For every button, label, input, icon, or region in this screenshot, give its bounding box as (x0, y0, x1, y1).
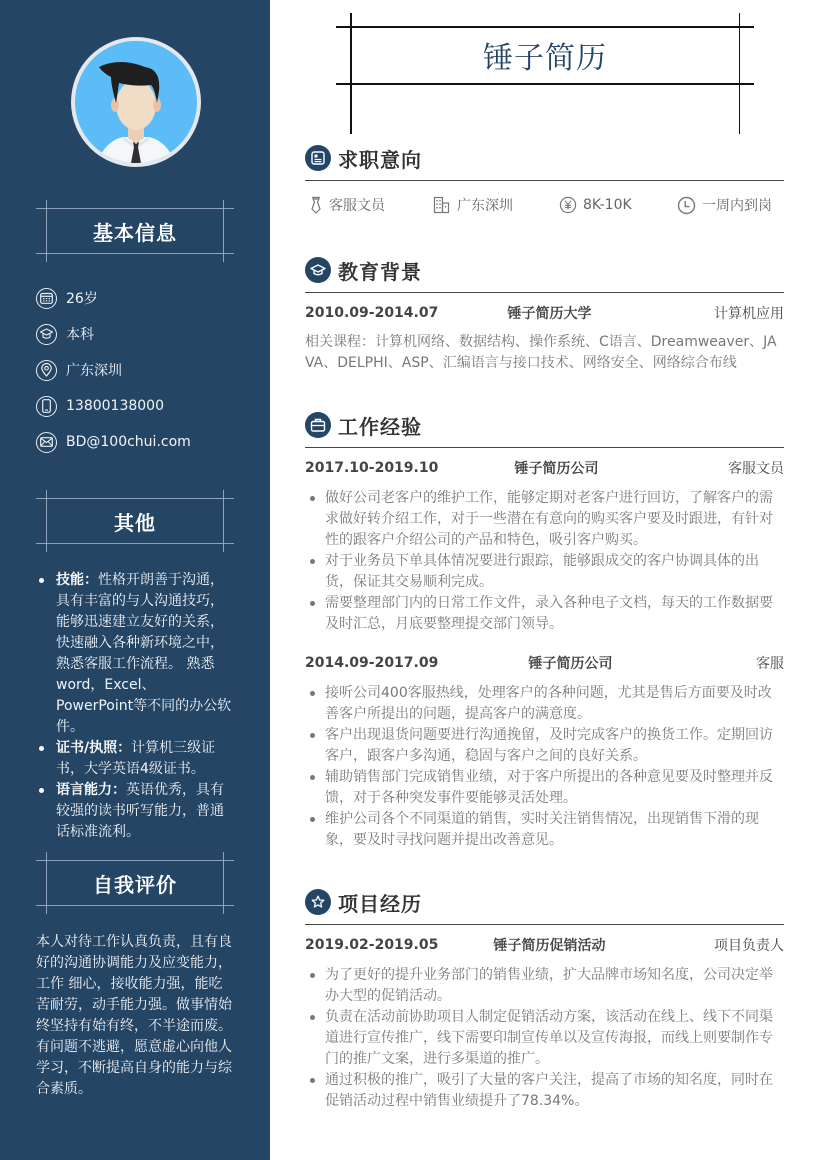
section-title: 项目经历 (338, 891, 422, 916)
entry-role: 客服文员 (728, 461, 784, 477)
other-item-label: 语言能力： (56, 782, 126, 798)
other-item-label: 技能： (56, 572, 98, 588)
info-email (36, 424, 256, 460)
entry-role: 客服 (756, 656, 784, 672)
intent-availability (677, 195, 772, 215)
tie-icon (309, 196, 323, 214)
phone-icon (36, 396, 57, 417)
basic-info-heading-frame (36, 205, 234, 257)
entry-project: 锤子简历促销活动 (493, 938, 606, 954)
job-intent-section (305, 142, 784, 225)
clock-icon (677, 196, 696, 215)
list-item: 负责在活动前协助项目人制定促销活动方案，该活动在线上、线下不同渠道进行宣传推广，线下需要印制宣传单以及宣传海报，而线上则要制作专门的推广文案，进行多渠道的推广。 (305, 1007, 784, 1070)
list-item: 对于业务员下单具体情况要进行跟踪，能够跟成交的客户协调具体的出货，保证其交易顺利完成。 (305, 551, 784, 593)
info-degree-value: 本科 (66, 327, 94, 343)
list-item: 做好公司老客户的维护工作，能够定期对老客户进行回访，了解客户的需求做好转介绍工作，对于一些潜在有意向的购买客户要及时跟进，有针对性的跟客户介绍公司的产品和特色，吸引客户购买。 (305, 488, 784, 551)
section-title: 工作经验 (338, 414, 422, 439)
projects-section (305, 886, 784, 1112)
intent-availability-value: 一周内到岗 (702, 198, 772, 214)
other-list (36, 570, 236, 843)
work-entry-header (305, 651, 784, 675)
entry-date: 2010.09-2014.07 (305, 305, 439, 321)
intent-salary (559, 196, 677, 214)
self-eval-heading-frame (36, 857, 234, 909)
yen-icon (559, 196, 577, 214)
section-header (305, 409, 784, 448)
info-age-value: 26岁 (66, 291, 98, 307)
section-title: 求职意向 (338, 147, 422, 172)
list-item: 辅助销售部门完成销售业绩，对于客户所提出的各种意见要及时整理并反馈，对于各种突发事件要能够灵活处理。 (305, 767, 784, 809)
entry-school: 锤子简历大学 (507, 306, 592, 322)
entry-date: 2014.09-2017.09 (305, 655, 439, 671)
entry-date: 2019.02-2019.05 (305, 937, 439, 953)
other-item-text: 英语优秀，具有较强的读书听写能力，普通话标准流利。 (56, 782, 224, 840)
entry-major: 计算机应用 (714, 306, 784, 322)
work-entry-header (305, 456, 784, 480)
other-heading-frame (36, 495, 234, 547)
work-bullets (305, 488, 784, 635)
calendar-icon (36, 288, 57, 309)
entry-role: 项目负责人 (714, 938, 784, 954)
list-item: 为了更好的提升业务部门的销售业绩，扩大品牌市场知名度，公司决定举办大型的促销活动。 (305, 965, 784, 1007)
info-location-value: 广东深圳 (66, 363, 122, 379)
graduation-cap-icon (305, 257, 331, 283)
section-title: 教育背景 (338, 259, 422, 284)
building-icon (433, 196, 451, 214)
education-entry-header (305, 301, 784, 325)
other-item-text: 计算机三级证书，大学英语4级证书。 (56, 740, 216, 777)
education-courses: 相关课程：计算机网络、数据结构、操作系统、C语言、Dreamweaver、JAVA、DELPHI、ASP、汇编语言与接口技术、网络安全、网络综合布线 (305, 334, 777, 371)
intent-position-value: 客服文员 (329, 198, 385, 214)
mail-icon (36, 432, 57, 453)
avatar (71, 37, 201, 167)
entry-date: 2017.10-2019.10 (305, 460, 439, 476)
basic-info-heading: 基本信息 (93, 220, 177, 245)
person-avatar-icon (75, 41, 197, 163)
list-item: 维护公司各个不同渠道的销售，实时关注销售情况，出现销售下滑的现象，要及时寻找问题并提出改善意见。 (305, 809, 784, 851)
self-eval-heading: 自我评价 (93, 872, 177, 897)
intent-city (433, 195, 559, 215)
info-degree (36, 316, 256, 352)
section-header (305, 142, 784, 181)
avatar-illustration (75, 41, 197, 163)
job-intent-row (305, 185, 784, 225)
other-item-skills (36, 570, 236, 738)
list-item: 客户出现退货问题要进行沟通挽留，及时完成客户的换货工作。定期回访客户，跟客户多沟通，稳固与客户之间的良好关系。 (305, 725, 784, 767)
education-section (305, 254, 784, 374)
star-icon (305, 889, 331, 915)
basic-info-list (36, 280, 256, 460)
section-header (305, 886, 784, 925)
other-item-language (36, 780, 236, 843)
title-frame (336, 13, 754, 134)
info-phone-value: 13800138000 (66, 398, 164, 414)
self-eval-text: 本人对待工作认真负责，且有良好的沟通协调能力及应变能力，工作 细心，接收能力强，能吃苦耐劳，动手能力强。做事情始终坚持有始有终，不半途而废。有问题不逃避，愿意虚心向他人学习，不断提高自身的能力与综合素质。 (36, 934, 232, 1097)
frame-line (336, 83, 754, 85)
sidebar (0, 0, 270, 1160)
list-item: 需要整理部门内的日常工作文件，录入各种电子文档，每天的工作数据要及时汇总，月底要整理提交部门领导。 (305, 593, 784, 635)
project-entry-header (305, 933, 784, 957)
entry-company: 锤子简历公司 (514, 461, 599, 477)
info-email-value: BD@100chui.com (66, 434, 191, 450)
project-bullets (305, 965, 784, 1112)
work-bullets (305, 683, 784, 851)
other-item-certificates (36, 738, 236, 780)
work-section (305, 409, 784, 851)
other-heading: 其他 (114, 510, 156, 535)
info-phone (36, 388, 256, 424)
list-item: 通过积极的推广，吸引了大量的客户关注，提高了市场的知名度，同时在促销活动过程中销售业绩提升了78.34%。 (305, 1070, 784, 1112)
briefcase-icon (305, 412, 331, 438)
intent-salary-value: 8K-10K (583, 197, 632, 213)
list-item: 接听公司400客服热线，处理客户的各种问题，尤其是售后方面要及时改善客户所提出的问题，提高客户的满意度。 (305, 683, 784, 725)
resume-title: 锤子简历 (483, 41, 607, 76)
entry-company: 锤子简历公司 (528, 656, 613, 672)
graduation-cap-icon (36, 324, 57, 345)
section-header (305, 254, 784, 293)
intent-position (305, 195, 433, 215)
location-pin-icon (36, 360, 57, 381)
other-item-label: 证书/执照： (56, 740, 132, 756)
resume-doc-icon (305, 145, 331, 171)
info-age (36, 280, 256, 316)
other-item-text: 性格开朗善于沟通，具有丰富的与人沟通技巧，能够迅速建立友好的关系，快速融入各种新环境之中，熟悉客服工作流程。 熟悉word，Excel、 PowerPoint等不同的办公软件。 (56, 572, 232, 735)
intent-city-value: 广东深圳 (457, 198, 513, 214)
info-location (36, 352, 256, 388)
